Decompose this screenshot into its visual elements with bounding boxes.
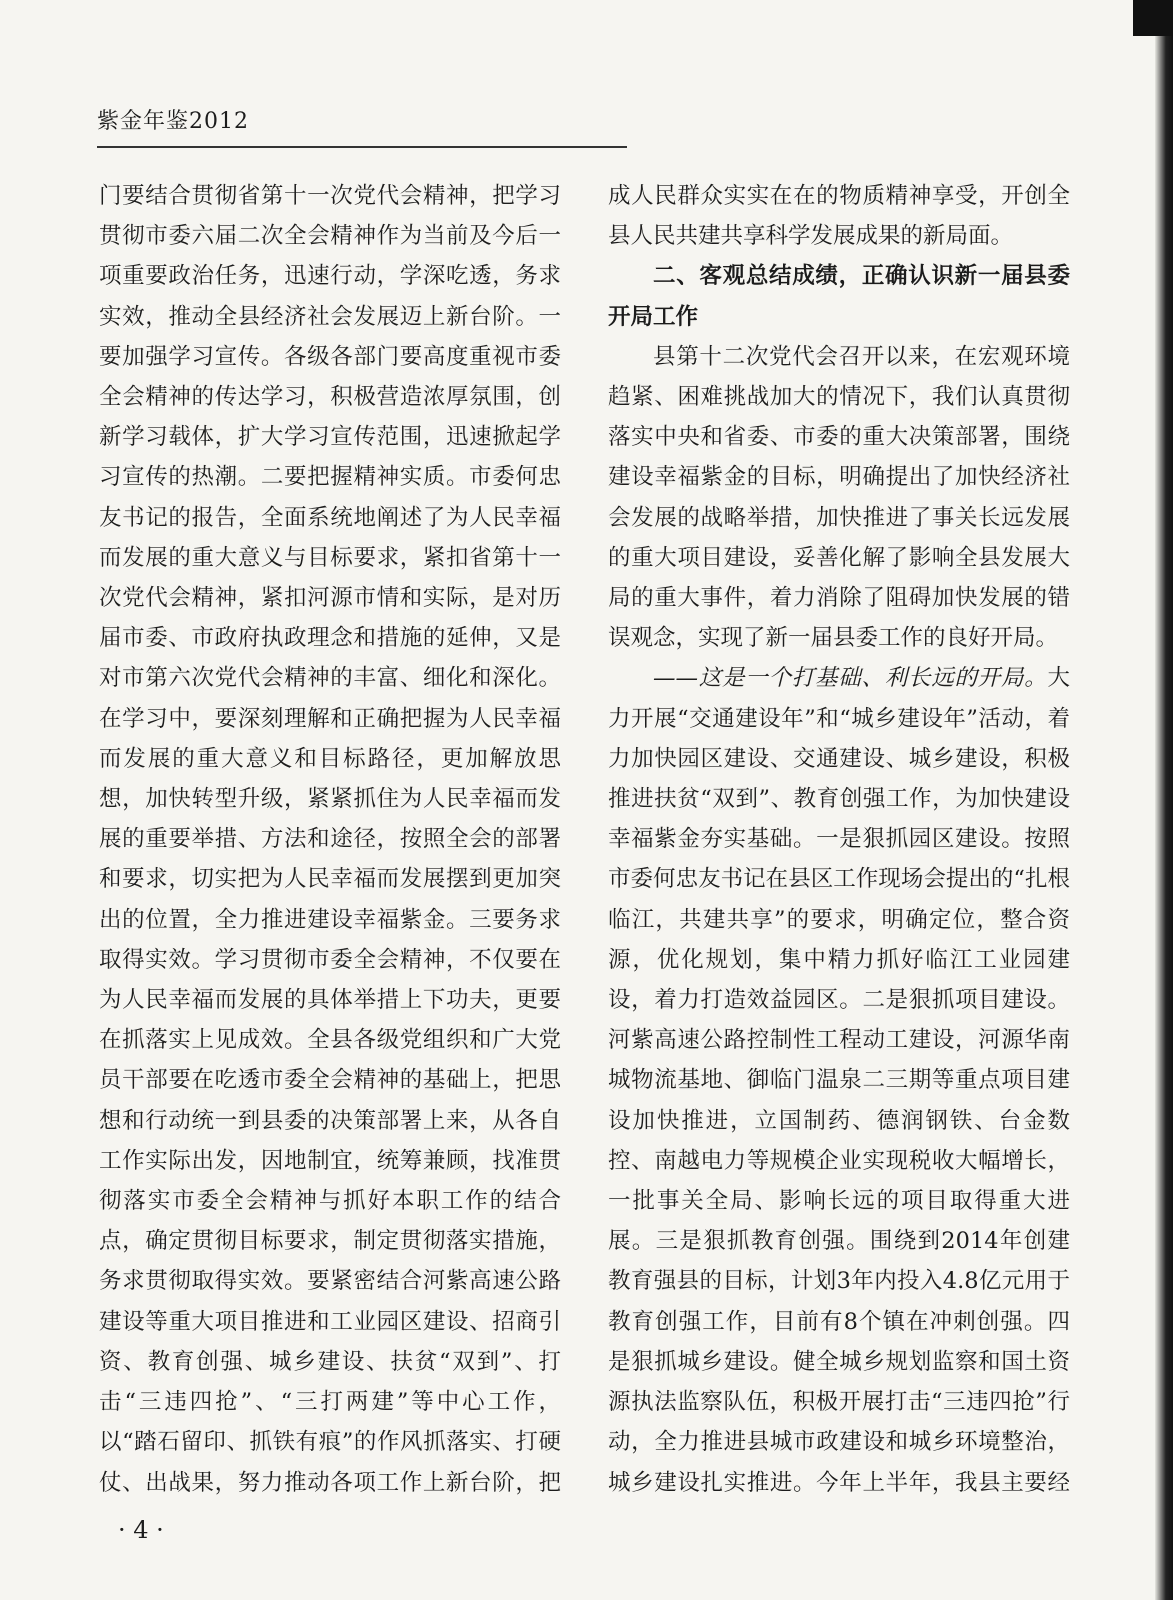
right-column bbox=[608, 176, 1070, 1506]
right-paragraph-2: 县第十二次党代会召开以来，在宏观环境趋紧、困难挑战加大的情况下，我们认真贯彻落实中央和省委、市委的重大决策部署，围绕建设幸福紫金的目标，明确提出了加快经济社会发展的战略举措，加快推进了事关长远发展的重大项目建设，妥善化解了影响全县发展大局的重大事件，着力消除了阻碍加快发展的错误观念，实现了新一届县委工作的良好开局。 bbox=[608, 343, 1070, 652]
right-paragraph-1: 成人民群众实实在在的物质精神享受，开创全县人民共建共享科学发展成果的新局面。 bbox=[608, 183, 1070, 250]
paragraph-body: 大力开展“交通建设年”和“城乡建设年”活动，着力加快园区建设、交通建设、城乡建设，积极推进扶贫“双到”、教育创强工作，为加快建设幸福紫金夯实基础。一是狠抓园区建设。按照市委何忠友书记在县区工作现场会提出的“扎根临江，共建共享”的要求，明确定位，整合资源，优化规划，集中精力抓好临江工业园建设，着力打造效益园区。二是狠抓项目建设。河紫高速公路控制性工程动工建设，河源华南城物流基地、御临门温泉二三期等重点项目建设加快推进，立国制药、德润钢铁、台金数控、南越电力等规模企业实现税收大幅增长，一批事关全局、影响长远的项目取得重大进展。三是狠抓教育创强。围绕到2014年创建教育强县的目标，计划3年内投入4.8亿元用于教育创强工作，目前有8个镇在冲刺创强。四是狠抓城乡建设。健全城乡规划监察和国土资源执法监察队伍，积极开展打击“三违四抢”行动，全力推进县城市政建设和城乡环境整治，城乡建设扎实推进。今年上半年，我县主要经 bbox=[608, 665, 1070, 1496]
left-column bbox=[99, 176, 561, 1506]
scan-page-edge bbox=[1155, 0, 1173, 1600]
left-paragraph-1: 门要结合贯彻省第十一次党代会精神，把学习贯彻市委六届二次全会精神作为当前及今后一项重要政治任务，迅速行动，学深吃透，务求实效，推动全县经济社会发展迈上新台阶。一要加强学习宣传。各级各部门要高度重视市委全会精神的传达学习，积极营造浓厚氛围，创新学习载体，扩大学习宣传范围，迅速掀起学习宣传的热潮。二要把握精神实质。市委何忠友书记的报告，全面系统地阐述了为人民幸福而发展的重大意义与目标要求，紧扣省第十一次党代会精神，紧扣河源市情和实际，是对历届市委、市政府执政理念和措施的延伸，又是对市第六次党代会精神的丰富、细化和深化。在学习中，要深刻理解和正确把握为人民幸福而发展的重大意义和目标路径，更加解放思想，加快转型升级，紧紧抓住为人民幸福而发展的重要举措、方法和途径，按照全会的部署和要求，切实把为人民幸福而发展摆到更加突出的位置，全力推进建设幸福紫金。三要务求取得实效。学习贯彻市委全会精神，不仅要在为人民幸福而发展的具体举措上下功夫，更要在抓落实上见成效。全县各级党组织和广大党员干部要在吃透市委全会精神的基础上，把思想和行动统一到县委的决策部署上来，从各自工作实际出发，因地制宜，统筹兼顾，找准贯彻落实市委全会精神与抓好本职工作的结合点，确定贯彻目标要求，制定贯彻落实措施，务求贯彻取得实效。要紧密结合河紫高速公路建设等重大项目推进和工业园区建设、招商引资、教育创强、城乡建设、扶贫“双到”、打击“三违四抢”、“三打两建”等中心工作，以“踏石留印、抓铁有痕”的作风抓落实、打硬仗、出战果，努力推动各项工作上新台阶，把 bbox=[99, 183, 561, 1496]
running-header: 紫金年鉴2012 bbox=[97, 109, 249, 134]
page-number: · 4 · bbox=[118, 1516, 164, 1544]
paragraph-lead-phrase: ——这是一个打基础、利长远的开局。 bbox=[653, 665, 1048, 692]
header-rule bbox=[97, 146, 627, 148]
section-heading: 二、客观总结成绩，正确认识新一届县委开局工作 bbox=[608, 263, 1070, 330]
scan-corner-shadow bbox=[1133, 0, 1173, 36]
right-paragraph-3 bbox=[608, 658, 1070, 1506]
